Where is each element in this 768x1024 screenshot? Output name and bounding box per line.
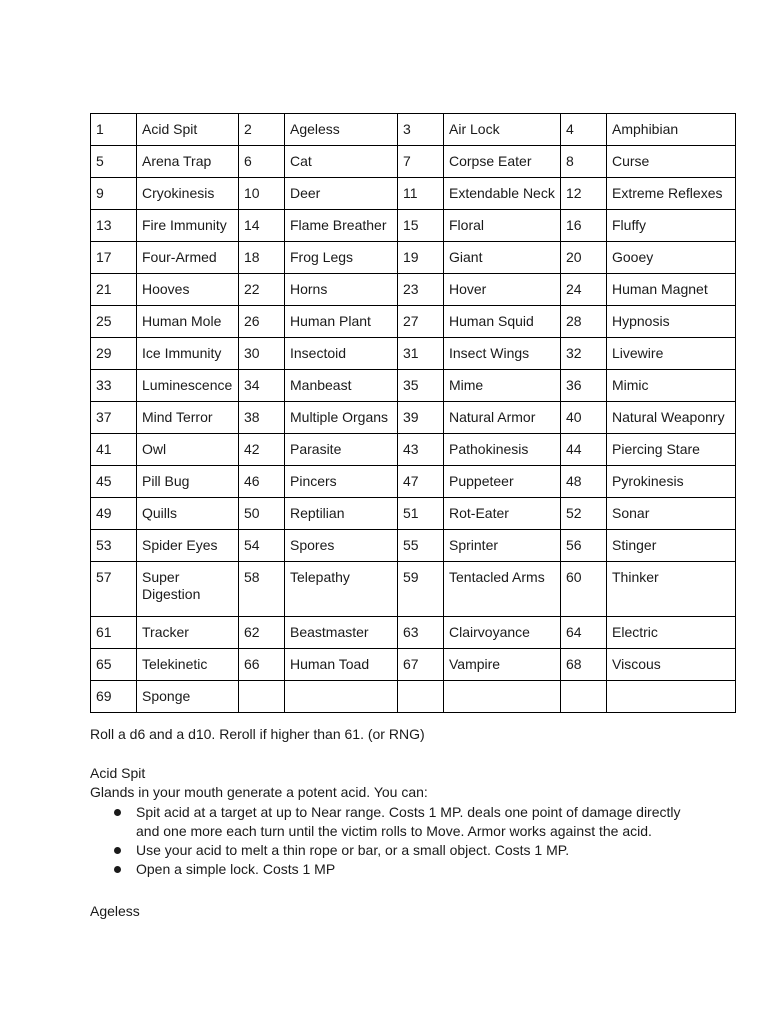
ability-item xyxy=(90,841,690,860)
mutation-name-cell: Deer xyxy=(285,178,398,210)
mutation-name-cell: Mime xyxy=(444,370,561,402)
table-row xyxy=(91,562,736,617)
mutation-name-cell: Human Squid xyxy=(444,306,561,338)
mutation-name-cell: Extreme Reflexes xyxy=(607,178,736,210)
table-row xyxy=(91,649,736,681)
roll-number-cell: 54 xyxy=(239,530,285,562)
roll-number-cell: 15 xyxy=(398,210,444,242)
mutation-name-cell: Fluffy xyxy=(607,210,736,242)
mutation-name-cell: Cat xyxy=(285,146,398,178)
roll-number-cell: 33 xyxy=(91,370,137,402)
mutation-name-cell: Telekinetic xyxy=(137,649,239,681)
roll-number-cell: 2 xyxy=(239,114,285,146)
table-row xyxy=(91,242,736,274)
mutation-name-cell: Hover xyxy=(444,274,561,306)
mutation-name-cell: Telepathy xyxy=(285,562,398,617)
mutation-name-cell: Human Magnet xyxy=(607,274,736,306)
table-row xyxy=(91,530,736,562)
mutation-name-cell: Clairvoyance xyxy=(444,617,561,649)
mutation-name-cell: Pyrokinesis xyxy=(607,466,736,498)
mutation-name-cell: Rot-Eater xyxy=(444,498,561,530)
mutation-name-cell: Super Digestion xyxy=(137,562,239,617)
mutation-name-cell: Ageless xyxy=(285,114,398,146)
roll-number-cell: 19 xyxy=(398,242,444,274)
bullet-icon xyxy=(114,866,121,873)
mutation-name-cell: Fire Immunity xyxy=(137,210,239,242)
mutation-name-cell: Giant xyxy=(444,242,561,274)
roll-number-cell: 47 xyxy=(398,466,444,498)
mutation-name-cell: Pincers xyxy=(285,466,398,498)
roll-number-cell: 48 xyxy=(561,466,607,498)
ageless-heading: Ageless xyxy=(90,903,140,919)
table-row xyxy=(91,370,736,402)
roll-number-cell: 5 xyxy=(91,146,137,178)
mutation-name-cell: Air Lock xyxy=(444,114,561,146)
roll-number-cell: 67 xyxy=(398,649,444,681)
mutation-name-cell: Livewire xyxy=(607,338,736,370)
roll-number-cell: 4 xyxy=(561,114,607,146)
roll-number-cell: 3 xyxy=(398,114,444,146)
mutation-name-cell: Insectoid xyxy=(285,338,398,370)
mutation-name-cell: Extendable Neck xyxy=(444,178,561,210)
mutation-name-cell: Owl xyxy=(137,434,239,466)
roll-number-cell: 30 xyxy=(239,338,285,370)
roll-number-cell: 52 xyxy=(561,498,607,530)
roll-number-cell: 17 xyxy=(91,242,137,274)
roll-number-cell: 44 xyxy=(561,434,607,466)
mutation-name-cell: Manbeast xyxy=(285,370,398,402)
roll-number-cell: 8 xyxy=(561,146,607,178)
mutation-name-cell: Multiple Organs xyxy=(285,402,398,434)
bullet-icon xyxy=(114,809,121,816)
mutation-name-cell: Floral xyxy=(444,210,561,242)
roll-number-cell: 1 xyxy=(91,114,137,146)
roll-number-cell: 23 xyxy=(398,274,444,306)
mutation-name-cell: Insect Wings xyxy=(444,338,561,370)
mutation-name-cell: Pathokinesis xyxy=(444,434,561,466)
table-row xyxy=(91,178,736,210)
roll-number-cell: 40 xyxy=(561,402,607,434)
roll-number-cell: 10 xyxy=(239,178,285,210)
mutation-name-cell: Human Plant xyxy=(285,306,398,338)
roll-number-cell: 13 xyxy=(91,210,137,242)
roll-number-cell: 62 xyxy=(239,617,285,649)
mutation-name-cell: Beastmaster xyxy=(285,617,398,649)
table-row xyxy=(91,338,736,370)
table-row xyxy=(91,402,736,434)
mutation-name-cell: Human Mole xyxy=(137,306,239,338)
table-row xyxy=(91,434,736,466)
roll-number-cell: 32 xyxy=(561,338,607,370)
mutation-table-body xyxy=(91,114,736,713)
mutation-name-cell: Sprinter xyxy=(444,530,561,562)
roll-number-cell: 9 xyxy=(91,178,137,210)
roll-number-cell: 16 xyxy=(561,210,607,242)
roll-number-cell: 37 xyxy=(91,402,137,434)
roll-number-cell xyxy=(398,681,444,713)
roll-number-cell: 56 xyxy=(561,530,607,562)
bullet-icon xyxy=(114,847,121,854)
mutation-name-cell xyxy=(285,681,398,713)
table-row xyxy=(91,306,736,338)
mutation-name-cell: Electric xyxy=(607,617,736,649)
mutation-name-cell: Corpse Eater xyxy=(444,146,561,178)
roll-number-cell: 20 xyxy=(561,242,607,274)
roll-number-cell: 21 xyxy=(91,274,137,306)
roll-number-cell: 28 xyxy=(561,306,607,338)
mutation-name-cell: Pill Bug xyxy=(137,466,239,498)
ability-item xyxy=(90,803,690,841)
roll-number-cell: 60 xyxy=(561,562,607,617)
mutation-name-cell: Stinger xyxy=(607,530,736,562)
mutation-name-cell: Human Toad xyxy=(285,649,398,681)
mutation-name-cell: Luminescence xyxy=(137,370,239,402)
mutation-name-cell: Tentacled Arms xyxy=(444,562,561,617)
mutation-name-cell: Amphibian xyxy=(607,114,736,146)
roll-number-cell: 36 xyxy=(561,370,607,402)
table-row xyxy=(91,274,736,306)
ability-item xyxy=(90,860,690,879)
roll-number-cell: 45 xyxy=(91,466,137,498)
roll-number-cell: 24 xyxy=(561,274,607,306)
ability-text: Spit acid at a target at up to Near range. Costs 1 MP. deals one point of damage directly and one more each turn until the victim rolls to Move. Armor works against the acid. xyxy=(136,804,681,839)
table-row xyxy=(91,146,736,178)
roll-number-cell: 31 xyxy=(398,338,444,370)
roll-number-cell: 41 xyxy=(91,434,137,466)
roll-number-cell: 26 xyxy=(239,306,285,338)
roll-number-cell: 18 xyxy=(239,242,285,274)
table-row xyxy=(91,681,736,713)
mutation-name-cell: Natural Armor xyxy=(444,402,561,434)
roll-number-cell: 35 xyxy=(398,370,444,402)
roll-number-cell: 29 xyxy=(91,338,137,370)
roll-number-cell: 66 xyxy=(239,649,285,681)
roll-number-cell: 51 xyxy=(398,498,444,530)
mutation-name-cell: Vampire xyxy=(444,649,561,681)
mutation-name-cell: Reptilian xyxy=(285,498,398,530)
roll-number-cell: 64 xyxy=(561,617,607,649)
mutation-name-cell: Horns xyxy=(285,274,398,306)
mutation-name-cell: Spores xyxy=(285,530,398,562)
roll-number-cell: 50 xyxy=(239,498,285,530)
roll-number-cell xyxy=(561,681,607,713)
ability-text: Open a simple lock. Costs 1 MP xyxy=(136,861,336,877)
mutation-name-cell: Quills xyxy=(137,498,239,530)
mutation-name-cell: Tracker xyxy=(137,617,239,649)
roll-number-cell: 6 xyxy=(239,146,285,178)
mutation-name-cell: Thinker xyxy=(607,562,736,617)
mutation-name-cell: Flame Breather xyxy=(285,210,398,242)
roll-number-cell: 49 xyxy=(91,498,137,530)
mutation-name-cell: Hooves xyxy=(137,274,239,306)
mutation-name-cell xyxy=(607,681,736,713)
mutation-name-cell: Sponge xyxy=(137,681,239,713)
mutation-name-cell: Acid Spit xyxy=(137,114,239,146)
mutation-name-cell: Frog Legs xyxy=(285,242,398,274)
mutation-name-cell: Ice Immunity xyxy=(137,338,239,370)
mutation-name-cell xyxy=(444,681,561,713)
mutation-name-cell: Piercing Stare xyxy=(607,434,736,466)
roll-number-cell: 12 xyxy=(561,178,607,210)
acid-spit-intro: Glands in your mouth generate a potent acid. You can: xyxy=(90,784,428,800)
mutation-name-cell: Cryokinesis xyxy=(137,178,239,210)
roll-number-cell: 53 xyxy=(91,530,137,562)
roll-number-cell: 25 xyxy=(91,306,137,338)
roll-number-cell: 61 xyxy=(91,617,137,649)
table-row xyxy=(91,466,736,498)
mutation-name-cell: Spider Eyes xyxy=(137,530,239,562)
mutation-name-cell: Hypnosis xyxy=(607,306,736,338)
ability-text: Use your acid to melt a thin rope or bar, or a small object. Costs 1 MP. xyxy=(136,842,570,858)
roll-number-cell: 11 xyxy=(398,178,444,210)
roll-number-cell: 55 xyxy=(398,530,444,562)
roll-number-cell: 14 xyxy=(239,210,285,242)
mutation-name-cell: Sonar xyxy=(607,498,736,530)
roll-number-cell: 69 xyxy=(91,681,137,713)
mutation-table xyxy=(90,113,736,713)
roll-number-cell: 42 xyxy=(239,434,285,466)
table-row xyxy=(91,498,736,530)
roll-number-cell: 22 xyxy=(239,274,285,306)
mutation-name-cell: Puppeteer xyxy=(444,466,561,498)
roll-number-cell: 57 xyxy=(91,562,137,617)
mutation-name-cell: Mimic xyxy=(607,370,736,402)
mutation-name-cell: Parasite xyxy=(285,434,398,466)
roll-number-cell: 58 xyxy=(239,562,285,617)
table-row xyxy=(91,210,736,242)
mutation-name-cell: Four-Armed xyxy=(137,242,239,274)
roll-number-cell: 65 xyxy=(91,649,137,681)
mutation-name-cell: Arena Trap xyxy=(137,146,239,178)
acid-spit-abilities xyxy=(90,803,690,879)
mutation-name-cell: Gooey xyxy=(607,242,736,274)
roll-number-cell: 39 xyxy=(398,402,444,434)
roll-number-cell: 7 xyxy=(398,146,444,178)
acid-spit-heading: Acid Spit xyxy=(90,765,146,781)
roll-number-cell: 43 xyxy=(398,434,444,466)
roll-instructions: Roll a d6 and a d10. Reroll if higher than 61. (or RNG) xyxy=(90,726,425,742)
roll-number-cell: 27 xyxy=(398,306,444,338)
mutation-name-cell: Curse xyxy=(607,146,736,178)
mutation-name-cell: Viscous xyxy=(607,649,736,681)
roll-number-cell: 38 xyxy=(239,402,285,434)
mutation-name-cell: Natural Weaponry xyxy=(607,402,736,434)
mutation-name-cell: Mind Terror xyxy=(137,402,239,434)
roll-number-cell: 68 xyxy=(561,649,607,681)
table-row xyxy=(91,617,736,649)
roll-number-cell: 34 xyxy=(239,370,285,402)
table-row xyxy=(91,114,736,146)
roll-number-cell: 46 xyxy=(239,466,285,498)
roll-number-cell: 63 xyxy=(398,617,444,649)
roll-number-cell xyxy=(239,681,285,713)
roll-number-cell: 59 xyxy=(398,562,444,617)
